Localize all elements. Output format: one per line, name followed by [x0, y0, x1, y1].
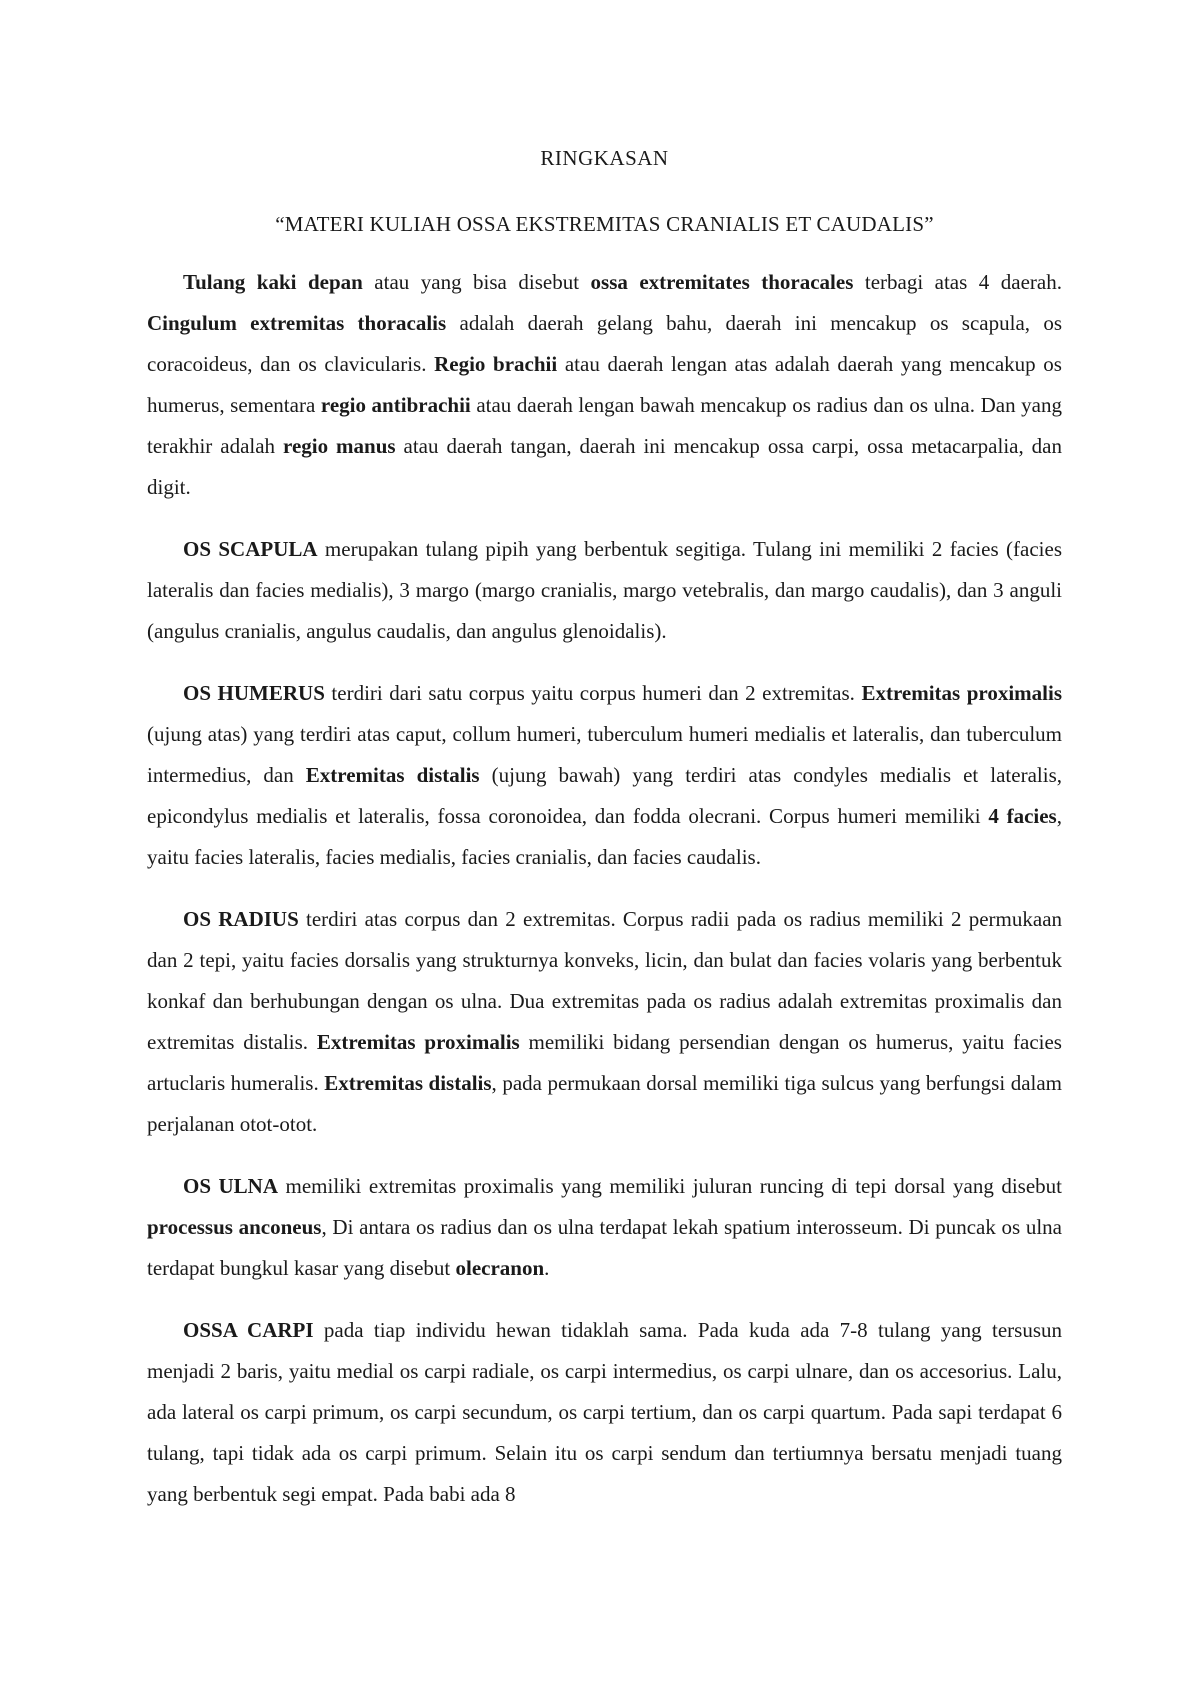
paragraph-os-humerus: [147, 673, 1062, 878]
bold-term: Regio brachii: [434, 352, 558, 376]
bold-term: OS SCAPULA: [183, 537, 318, 561]
bold-term: olecranon: [455, 1256, 545, 1280]
bold-term: Cingulum extremitas thoracalis: [147, 311, 447, 335]
text-run: atau daerah tangan, daerah ini mencakup ossa carpi, ossa metacarpalia, dan digit.: [147, 434, 1062, 499]
bold-term: OS RADIUS: [183, 907, 299, 931]
text-run: (ujung atas) yang terdiri atas caput, collum humeri, tuberculum humeri medialis et lateralis, dan tuberculum intermedius, dan: [147, 722, 1062, 787]
bold-term: regio antibrachii: [320, 393, 471, 417]
paragraph-os-scapula: [147, 529, 1062, 652]
paragraph-tulang-kaki-depan: [147, 262, 1062, 508]
text-run: terbagi atas 4 daerah.: [853, 270, 1062, 294]
text-run: , Di antara os radius dan os ulna terdapat lekah spatium interosseum. Di puncak os ulna terdapat bungkul kasar yang disebut: [147, 1215, 1062, 1280]
paragraph-os-ulna: [147, 1166, 1062, 1289]
document-content: [147, 140, 1062, 1536]
text-run: (ujung bawah) yang terdiri atas condyles medialis et lateralis, epicondylus medialis et lateralis, fossa coronoidea, dan fodda olecrani. Corpus humeri memiliki: [147, 763, 1062, 828]
bold-term: Extremitas proximalis: [861, 681, 1063, 705]
text-run: , yaitu facies lateralis, facies medialis, facies cranialis, dan facies caudalis.: [147, 804, 1062, 869]
text-run: pada tiap individu hewan tidaklah sama. Pada kuda ada 7-8 tulang yang tersusun menjadi 2 baris, yaitu medial os carpi radiale, os carpi intermedius, os carpi ulnare, dan os accesorius. Lalu, ada lateral os carpi primum, os carpi secundum, os carpi tertium, dan os carpi quartum. Pada sapi terdapat 6 tulang, tapi tidak ada os carpi primum. Selain itu os carpi sendum dan tertiumnya bersatu menjadi tuang yang berbentuk segi empat. Pada babi ada 8: [147, 1318, 1062, 1506]
text-run: atau yang bisa disebut: [362, 270, 591, 294]
text-run: , pada permukaan dorsal memiliki tiga sulcus yang berfungsi dalam perjalanan otot-otot.: [147, 1071, 1063, 1136]
bold-term: ossa extremitates thoracales: [590, 270, 854, 294]
text-run: atau daerah lengan atas adalah daerah yang mencakup os humerus, sementara: [147, 352, 1062, 417]
document-title: RINGKASAN: [540, 146, 669, 170]
text-run: .: [544, 1256, 550, 1280]
bold-term: OS HUMERUS: [183, 681, 325, 705]
bold-term: OS ULNA: [183, 1174, 279, 1198]
text-run: atau daerah lengan bawah mencakup os radius dan os ulna. Dan yang terakhir adalah: [147, 393, 1062, 458]
text-run: merupakan tulang pipih yang berbentuk segitiga. Tulang ini memiliki 2 facies (facies lateralis dan facies medialis), 3 margo (margo cranialis, margo vetebralis, dan margo caudalis), dan 3 anguli (angulus cranialis, angulus caudalis, dan angulus glenoidalis).: [147, 537, 1062, 643]
bold-term: OSSA CARPI: [183, 1318, 314, 1342]
text-run: terdiri dari satu corpus yaitu corpus humeri dan 2 extremitas.: [324, 681, 862, 705]
bold-term: 4 facies: [988, 804, 1057, 828]
text-run: terdiri atas corpus dan 2 extremitas. Corpus radii pada os radius memiliki 2 permukaan dan 2 tepi, yaitu facies dorsalis yang strukturnya konveks, licin, dan bulat dan facies volaris yang berbentuk konkaf dan berhubungan dengan os ulna. Dua extremitas pada os radius adalah extremitas proximalis dan extremitas distalis.: [147, 907, 1063, 1054]
bold-term: Extremitas distalis: [305, 763, 480, 787]
bold-term: Extremitas proximalis: [316, 1030, 520, 1054]
document-subtitle: “MATERI KULIAH OSSA EKSTREMITAS CRANIALIS ET CAUDALIS”: [275, 212, 934, 236]
paragraph-os-radius: [147, 899, 1062, 1145]
paragraph-ossa-carpi: [147, 1310, 1062, 1515]
text-run: memiliki bidang persendian dengan os humerus, yaitu facies artuclaris humeralis.: [147, 1030, 1062, 1095]
text-run: memiliki extremitas proximalis yang memiliki juluran runcing di tepi dorsal yang disebut: [278, 1174, 1062, 1198]
text-run: adalah daerah gelang bahu, daerah ini mencakup os scapula, os coracoideus, dan os clavicularis.: [147, 311, 1062, 376]
bold-term: regio manus: [283, 434, 396, 458]
bold-term: Extremitas distalis: [324, 1071, 492, 1095]
bold-term: Tulang kaki depan: [183, 270, 363, 294]
bold-term: processus anconeus: [147, 1215, 322, 1239]
